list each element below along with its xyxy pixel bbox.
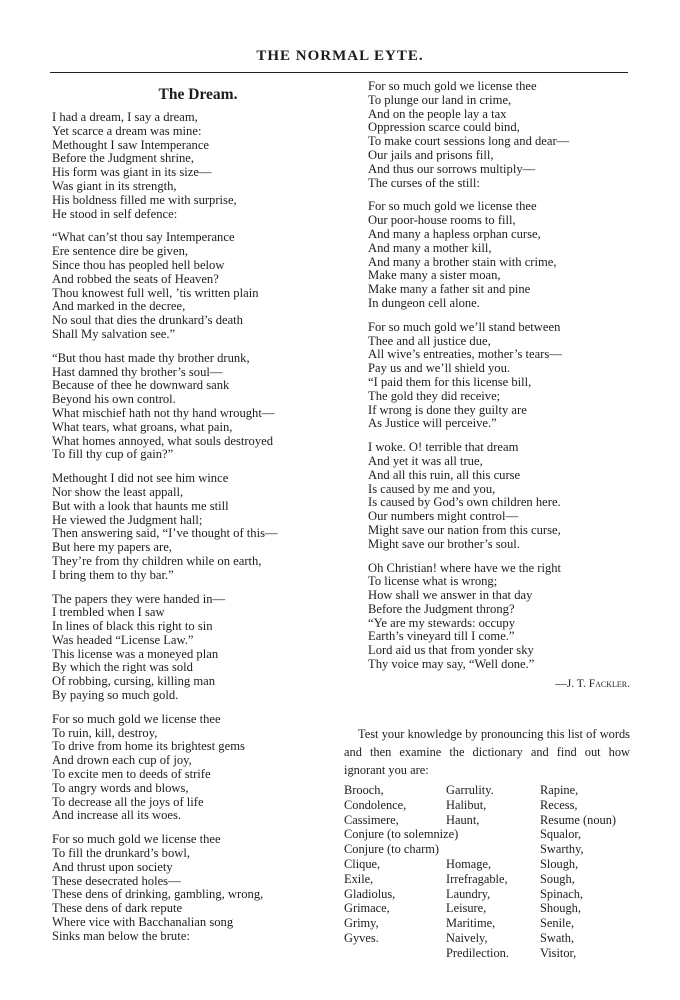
poem-line: Beyond his own control. <box>52 392 176 407</box>
poem-line: Thou knowest full well, ’tis written plain <box>52 285 259 300</box>
poem-line: For so much gold we license thee <box>52 832 221 847</box>
poem-line: For so much gold we license thee <box>368 199 537 214</box>
poem-line: Thy voice may say, “Well done.” <box>368 657 535 672</box>
poem-line: To license what is wrong; <box>368 574 498 589</box>
poem-line: I trembled when I saw <box>52 605 165 620</box>
poem-line: Oh Christian! where have we the right <box>368 560 562 575</box>
poem-stanza <box>52 713 344 823</box>
poem-line: Then answering said, “I’ve thought of this— <box>52 526 278 541</box>
poem-line: And many a mother kill, <box>368 240 492 255</box>
poem-line: And many a brother stain with crime, <box>368 254 557 269</box>
poem-line: Of robbing, cursing, killing man <box>52 674 215 689</box>
poem-line: Make many a father sit and pine <box>368 282 531 297</box>
poem-line: Shall My salvation see.” <box>52 326 176 341</box>
poem-line: He viewed the Judgment hall; <box>52 512 203 527</box>
poem-line: For so much gold we license thee <box>52 711 221 726</box>
poem-line: Where vice with Bacchanalian song <box>52 915 234 930</box>
poem-line: Thee and all justice due, <box>368 333 491 348</box>
poem-line: The gold they did receive; <box>368 388 501 403</box>
poem-line: What homes annoyed, what souls destroyed <box>52 433 274 448</box>
quiz-word: Rapine, <box>540 783 579 797</box>
poem-stanza <box>52 231 344 341</box>
poem-line: The curses of the still: <box>368 175 480 190</box>
poem-line: I bring them to thy bar.” <box>52 567 174 582</box>
poem-line: To fill the drunkard’s bowl, <box>52 846 190 861</box>
quiz-word: Gladiolus, <box>344 886 396 901</box>
poem-line: In lines of black this right to sin <box>52 619 213 634</box>
quiz-intro: Test your knowledge by pronouncing this list of words and then examine the dictionary and find out how ignorant you are: <box>344 727 630 777</box>
quiz-word: Halibut, <box>446 797 487 812</box>
quiz-word: Senile, <box>540 916 575 931</box>
poem-stanza <box>368 200 630 310</box>
quiz-word: Visitor, <box>540 945 577 960</box>
poem-stanza <box>368 80 630 190</box>
poem-line: Pay us and we’ll shield you. <box>368 361 511 376</box>
quiz-word: Garrulity. <box>446 783 494 797</box>
poem-line: Our jails and prisons fill, <box>368 147 494 162</box>
poem-line: Methought I saw Intemperance <box>52 137 210 152</box>
quiz-word: Sough, <box>540 871 575 886</box>
poem-line: To fill thy cup of gain?” <box>52 447 174 462</box>
quiz-word-list <box>344 783 630 958</box>
quiz-word: Naively, <box>446 931 488 945</box>
poem-stanza <box>52 593 344 703</box>
poem-line: These dens of drinking, gambling, wrong, <box>52 887 264 902</box>
poem-stanza <box>52 111 344 221</box>
signature-name: J. T. Fackler. <box>566 677 630 690</box>
poem-line: To ruin, kill, destroy, <box>52 725 158 740</box>
quiz-word: Shough, <box>540 901 581 916</box>
poem-title: The Dream. <box>158 86 238 103</box>
poem-line: Nor show the least appall, <box>52 484 184 499</box>
quiz-word: Gyves. <box>344 931 379 945</box>
poem-line: “I paid them for this license bill, <box>368 374 532 389</box>
poem-stanza <box>368 562 630 672</box>
quiz-word: Swarthy, <box>540 842 584 857</box>
quiz-word: Exile, <box>344 871 374 886</box>
poem-line: What mischief hath not thy hand wrought— <box>52 405 275 420</box>
quiz-word: Grimace, <box>344 901 390 916</box>
poem-line: “But thou hast made thy brother drunk, <box>52 350 250 365</box>
quiz-word: Slough, <box>540 857 579 871</box>
quiz-word: Conjure (to charm) <box>344 842 439 857</box>
poem-line: “Ye are my stewards: occupy <box>368 615 516 630</box>
poem-line: If wrong is done they guilty are <box>368 402 527 417</box>
right-stanzas <box>368 80 630 672</box>
quiz-word: Leisure, <box>446 901 487 916</box>
quiz-word: Brooch, <box>344 783 384 797</box>
poem-line: They’re from thy children while on earth, <box>52 553 262 568</box>
poem-line: Oppression scarce could bind, <box>368 120 520 135</box>
poem-line: Was giant in its strength, <box>52 178 177 193</box>
poem-line: To angry words and blows, <box>52 780 189 795</box>
poem-line: Since thou has peopled hell below <box>52 257 225 272</box>
poem-line: Before the Judgment throng? <box>368 601 515 616</box>
poem-line: As Justice will perceive.” <box>368 416 497 431</box>
quiz-word: Recess, <box>540 797 578 812</box>
poem-line: Lord aid us that from yonder sky <box>368 643 534 658</box>
quiz-word: Squalor, <box>540 827 582 842</box>
poem-line: How shall we answer in that day <box>368 588 533 603</box>
quiz-word: Spinach, <box>540 886 584 901</box>
quiz-word: Grimy, <box>344 916 379 931</box>
poem-line: For so much gold we’ll stand between <box>368 319 561 334</box>
poem-line: All wive’s entreaties, mother’s tears— <box>368 347 562 362</box>
quiz-word: Conjure (to solemnize) <box>344 827 459 842</box>
header-rule <box>50 72 628 73</box>
poem-line: And yet it was all true, <box>368 453 483 468</box>
quiz-word: Laundry, <box>446 886 491 901</box>
poem-line: Before the Judgment shrine, <box>52 151 194 166</box>
poem-stanza <box>52 352 344 462</box>
poem-line: By which the right was sold <box>52 660 193 675</box>
left-stanzas <box>52 111 344 944</box>
poem-stanza <box>52 472 344 582</box>
poem-line: But here my papers are, <box>52 540 172 555</box>
poem-line: Hast damned thy brother’s soul— <box>52 364 223 379</box>
quiz-word: Swath, <box>540 931 575 945</box>
page-header: THE NORMAL EYTE. <box>256 48 424 64</box>
poem-line: Because of thee he downward sank <box>52 378 230 393</box>
poem-stanza <box>52 833 344 943</box>
poem-line: Was headed “License Law.” <box>52 632 194 647</box>
poem-line: Sinks man below the brute: <box>52 928 190 943</box>
poem-line: No soul that dies the drunkard’s death <box>52 313 243 328</box>
poem-line: He stood in self defence: <box>52 206 178 221</box>
poem-line: Our poor-house rooms to fill, <box>368 213 516 228</box>
poem-line: These desecrated holes— <box>52 873 181 888</box>
poem-line: And increase all its woes. <box>52 808 182 823</box>
poem-line: And thus our sorrows multiply— <box>368 161 536 176</box>
quiz-word: Predilection. <box>446 945 509 960</box>
poem-line: And drown each cup of joy, <box>52 753 192 768</box>
quiz-word: Resume (noun) <box>540 812 617 827</box>
poem-line: And on the people lay a tax <box>368 106 507 121</box>
poem-line: Might save our nation from this curse, <box>368 522 561 537</box>
poem-line: And many a hapless orphan curse, <box>368 226 541 241</box>
poem-line: But with a look that haunts me still <box>52 498 229 513</box>
poem-line: To excite men to deeds of strife <box>52 767 211 782</box>
poem-line: For so much gold we license thee <box>368 79 537 93</box>
poem-line: Earth’s vineyard till I come.” <box>368 629 515 644</box>
poem-line: Our numbers might control— <box>368 509 519 524</box>
poem-line: These dens of dark repute <box>52 901 183 916</box>
quiz-word: Haunt, <box>446 812 480 827</box>
poem-line: By paying so much gold. <box>52 688 179 703</box>
poem-line: “What can’st thou say Intemperance <box>52 230 235 245</box>
poem-line: To decrease all the joys of life <box>52 794 204 809</box>
poem-line: This license was a moneyed plan <box>52 646 219 661</box>
poem-line: And marked in the decree, <box>52 299 186 314</box>
quiz-word: Cassimere, <box>344 812 399 827</box>
right-column <box>368 80 630 692</box>
quiz-word: Condolence, <box>344 797 407 812</box>
poem-line: I had a dream, I say a dream, <box>52 110 198 124</box>
poem-line: Yet scarce a dream was mine: <box>52 123 202 138</box>
pronunciation-quiz <box>344 725 630 958</box>
poem-line: Might save our brother’s soul. <box>368 536 520 551</box>
poem-line: Make many a sister moan, <box>368 268 501 283</box>
poem-line: In dungeon cell alone. <box>368 295 480 310</box>
poem-signature <box>368 678 630 692</box>
quiz-word: Homage, <box>446 857 492 871</box>
poem-line: And all this ruin, all this curse <box>368 467 521 482</box>
poem-line: The papers they were handed in— <box>52 591 226 606</box>
signature-dash: — <box>555 677 567 690</box>
poem-line: To drive from home its brightest gems <box>52 739 245 754</box>
poem-line: His form was giant in its size— <box>52 165 212 180</box>
poem-line: And thrust upon society <box>52 859 173 874</box>
poem-stanza <box>368 441 630 551</box>
poem-line: What tears, what groans, what pain, <box>52 419 233 434</box>
quiz-word: Clique, <box>344 857 381 871</box>
poem-stanza <box>368 321 630 431</box>
poem-line: Is caused by me and you, <box>368 481 496 496</box>
poem-line: Is caused by God’s own children here. <box>368 495 561 510</box>
quiz-word: Maritime, <box>446 916 496 931</box>
quiz-word: Irrefragable, <box>446 871 508 886</box>
poem-line: Ere sentence dire be given, <box>52 244 189 259</box>
poem-line: And robbed the seats of Heaven? <box>52 271 219 286</box>
poem-line: To make court sessions long and dear— <box>368 134 570 149</box>
poem-line: I woke. O! terrible that dream <box>368 440 519 455</box>
poem-line: His boldness filled me with surprise, <box>52 192 237 207</box>
poem-line: Methought I did not see him wince <box>52 471 229 486</box>
poem-line: To plunge our land in crime, <box>368 92 512 107</box>
left-column <box>52 80 344 954</box>
